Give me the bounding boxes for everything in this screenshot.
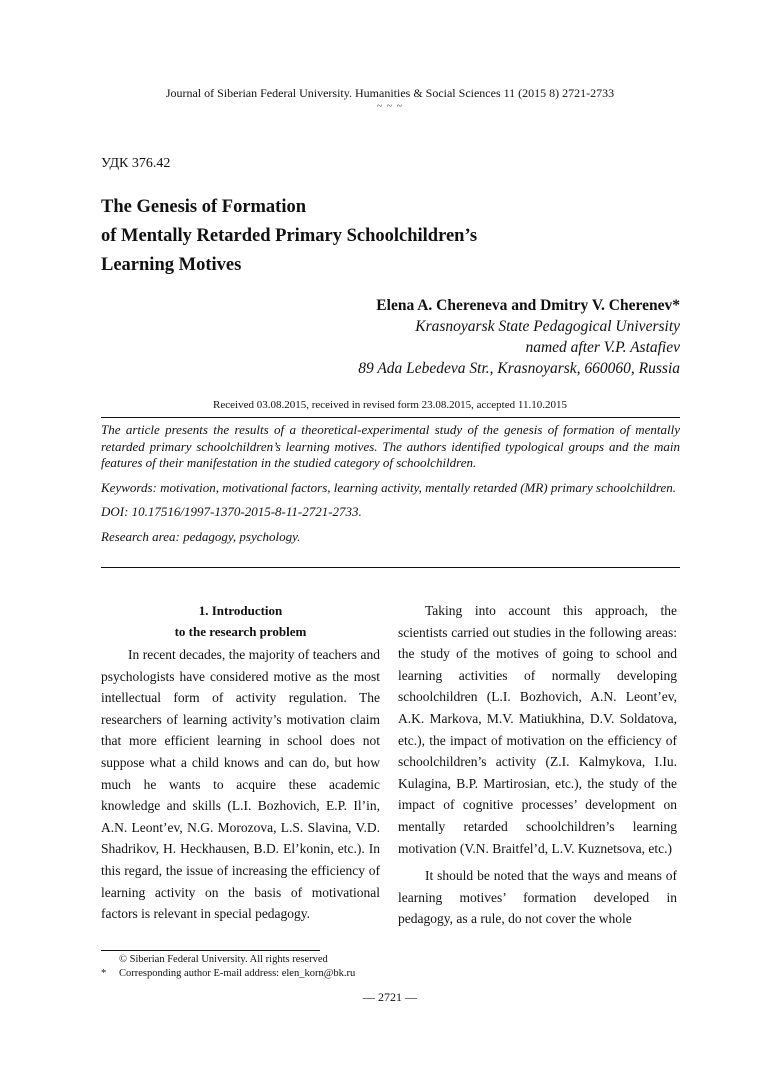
body-left-column xyxy=(101,600,380,925)
journal-header: Journal of Siberian Federal University. Humanities & Social Sciences 11 (2015 8) 2721-2733 xyxy=(165,86,615,100)
section-heading xyxy=(101,600,380,642)
article-title xyxy=(101,193,477,280)
header-ornament: ~ ~ ~ xyxy=(376,101,404,112)
body-paragraph: In recent decades, the majority of teachers and psychologists have considered motive as the most intellectual form of activity regulation. The researchers of learning activity’s motivation claim that more efficient learning in school does not suppose what a child knows and can do, but how much he wants to acquire these academic knowledge and skills (L.I. Bozhovich, E.P. Il’in, A.N. Leont’ev, N.G. Morozova, L.S. Slavina, V.D. Shadrikov, H. Heckhausen, B.D. El’konin, etc.). In this regard, the issue of increasing the efficiency of learning activity on the basis of motivational factors is relevant in special pedagogy. xyxy=(101,647,380,922)
title-line-3: Learning Motives xyxy=(101,255,242,275)
author-block xyxy=(358,295,680,379)
affiliation-line-2: named after V.P. Astafiev xyxy=(525,339,680,356)
abstract-bottom-rule xyxy=(101,567,680,568)
title-line-2: of Mentally Retarded Primary Schoolchildren’s xyxy=(101,226,478,246)
affiliation-line-1: Krasnoyarsk State Pedagogical University xyxy=(415,318,680,335)
author-names: Elena A. Chereneva and Dmitry V. Cherenev* xyxy=(376,297,680,314)
page-number: — 2721 — xyxy=(363,990,417,1004)
copyright-text: © Siberian Federal University. All rights reserved xyxy=(119,954,328,965)
footnote-rule xyxy=(101,950,320,951)
footnote-star: * xyxy=(101,968,107,979)
abstract-text: The article presents the results of a theoretical-experimental study of the genesis of formation of mentally retarded primary schoolchildren’s learning motives. The authors identified typological groups and the main features of their manifestation in the studied category of schoolchildren. xyxy=(101,422,680,470)
body-right-column xyxy=(398,600,677,930)
research-area: Research area: pedagogy, psychology. xyxy=(101,528,301,544)
abstract-block xyxy=(101,422,680,545)
section-heading-line-2: to the research problem xyxy=(174,624,307,639)
copyright-footnote xyxy=(101,953,355,967)
body-paragraph: It should be noted that the ways and means of learning motives’ formation developed in pedagogy, as a rule, do not cover the whole xyxy=(398,868,677,927)
received-dates: Received 03.08.2015, received in revised form 23.08.2015, accepted 11.10.2015 xyxy=(213,399,567,411)
keywords: Keywords: motivation, motivational factors, learning activity, mentally retarded (MR) primary schoolchildren. xyxy=(101,479,677,495)
udk-code: УДК 376.42 xyxy=(101,156,171,171)
body-paragraph: Taking into account this approach, the scientists carried out studies in the following areas: the study of the motives of going to school and learning activities of normally developing schoolchildren (L.I. Bozhovich, A.N. Leont’ev, A.K. Markova, M.V. Matiukhina, D.V. Soldatova, etc.), the impact of motivation on the efficiency of schoolchildren’s activity (Z.I. Kalmykova, I.Iu. Kulagina, B.P. Martirosian, etc.), the study of the impact of cognitive processes’ development on mentally retarded schoolchildren’s learning motivation (V.N. Braitfel’d, L.V. Kuznetsova, etc.) xyxy=(398,603,677,856)
abstract-top-rule xyxy=(101,417,680,418)
doi: DOI: 10.17516/1997-1370-2015-8-11-2721-2733. xyxy=(101,504,362,519)
corresponding-email: Corresponding author E-mail address: elen_korn@bk.ru xyxy=(119,968,356,979)
title-line-1: The Genesis of Formation xyxy=(101,197,307,217)
footnotes xyxy=(101,953,355,981)
section-heading-line-1: 1. Introduction xyxy=(198,603,283,618)
affiliation-line-3: 89 Ada Lebedeva Str., Krasnoyarsk, 660060, Russia xyxy=(358,360,680,377)
corresponding-footnote xyxy=(101,967,355,981)
